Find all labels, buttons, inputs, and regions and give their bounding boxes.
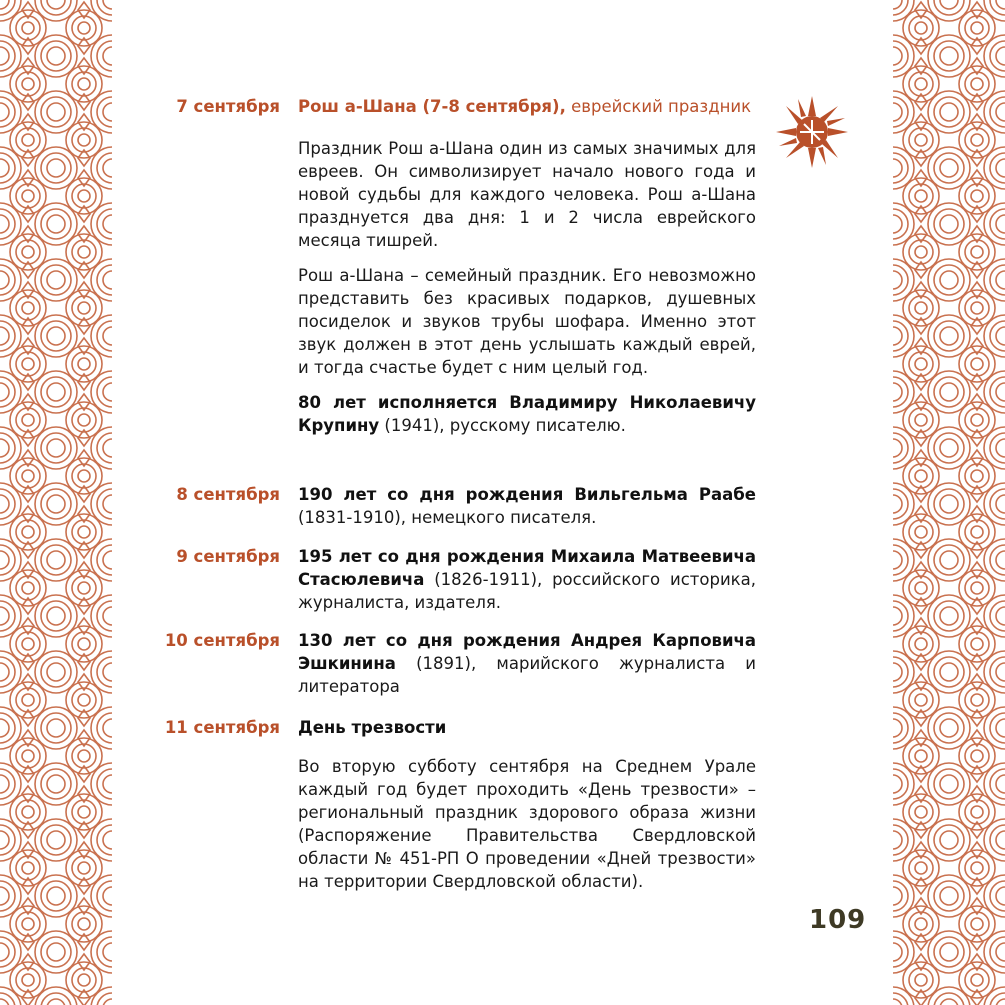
paragraph: Рош а-Шана – семейный праздник. Его невозможно представить без красивых подарков, душевных посиделок и звуков трубы шофара. Именно этот звук должен в этот день услышать каждый еврей, и тогда счастье будет с ним целый год.	[298, 266, 756, 377]
anniversary-rest: (1941), русскому писателю.	[379, 416, 626, 435]
right-ornament-border	[893, 0, 1005, 1005]
entry-content	[298, 545, 756, 614]
observance-title: День трезвости	[298, 718, 447, 737]
entry-date: 11 сентября	[164, 718, 280, 737]
sun-burst-emblem-icon	[774, 94, 850, 170]
entry-content	[298, 716, 756, 893]
paragraph: Во вторую субботу сентября на Среднем Урале каждый год будет проходить «День трезвости» – региональный праздник здорового образа жизни (Распоряжение Правительства Свердловской области № 451-РП О проведении «Дней трезвости» на территории Свердловской области).	[298, 757, 756, 891]
entry-heading	[298, 95, 756, 118]
entry-paragraphs	[298, 137, 756, 437]
left-ornament-border	[0, 0, 112, 1005]
entry-content	[298, 95, 756, 118]
entry-date: 10 сентября	[164, 631, 280, 650]
ornament-pattern-icon	[0, 0, 112, 1005]
anniversary-rest: (1831-1910), немецкого писателя.	[298, 508, 597, 527]
anniversary-bold: 190 лет со дня рождения Вильгельма Раабе	[298, 485, 756, 504]
entry-content	[298, 629, 756, 698]
entry-content	[298, 483, 756, 529]
page-number: 109	[809, 905, 867, 935]
ornament-pattern-icon	[893, 0, 1005, 1005]
paragraph: Праздник Рош а-Шана один из самых значимых для евреев. Он символизирует начало нового года и новой судьбы для каждого человека. Рош а-Шана празднуется два дня: 1 и 2 числа еврейского месяца тишрей.	[298, 139, 756, 250]
anniversary-rest: (1891), марийского журналиста и литератора	[298, 654, 756, 696]
entry-date: 9 сентября	[176, 547, 280, 566]
anniversary-rest: (1826-1911), российского историка, журналиста, издателя.	[298, 570, 756, 612]
anniversary-bold: 80 лет исполняется Владимиру Николаевичу Крупину	[298, 393, 756, 435]
anniversary-bold: 195 лет со дня рождения Михаила Матвеевича Стасюлевича	[298, 547, 756, 589]
entry-date: 7 сентября	[176, 97, 280, 116]
holiday-title: Рош а-Шана (7-8 сентября),	[298, 97, 566, 116]
page-content	[112, 0, 893, 1005]
entry-date: 8 сентября	[176, 485, 280, 504]
holiday-subtitle: еврейский праздник	[565, 97, 752, 116]
anniversary-note	[298, 391, 756, 437]
anniversary-bold: 130 лет со дня рождения Андрея Карповича Эшкинина	[298, 631, 756, 673]
